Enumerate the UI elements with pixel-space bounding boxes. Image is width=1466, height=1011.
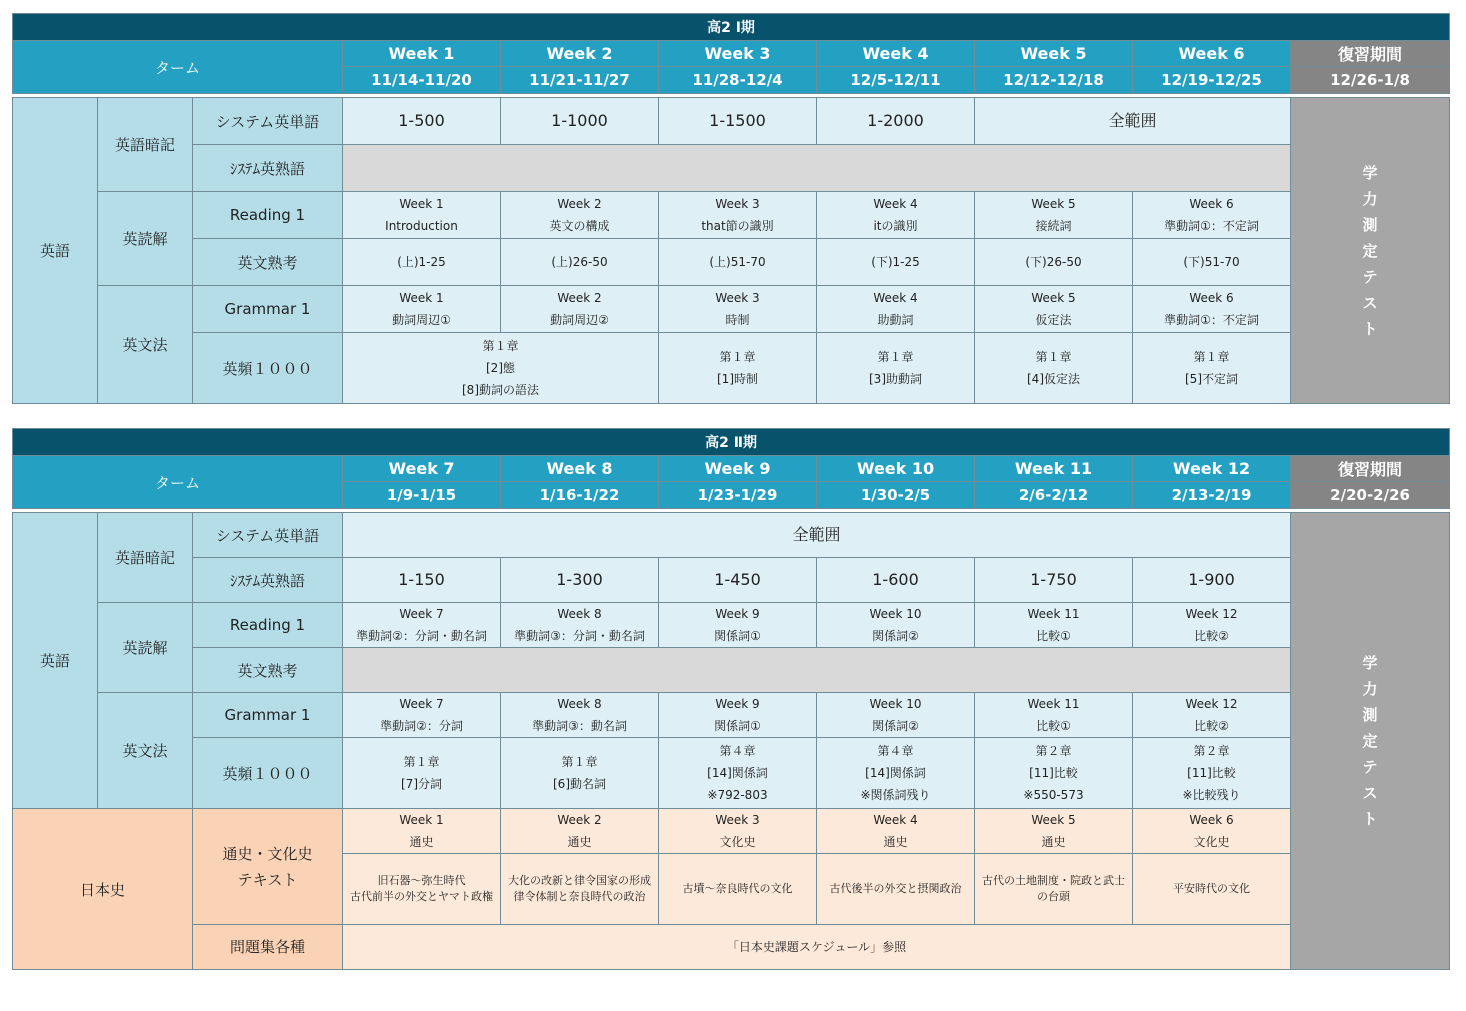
history-topic-cell: 旧石器～弥生時代 古代前半の外交とヤマト政権: [343, 854, 501, 925]
category-memorize: 英語暗記: [98, 98, 193, 192]
eihin-cell: 第１章 [6]動名詞: [501, 738, 659, 809]
reading-cell: Week 3 that節の識別: [659, 192, 817, 239]
grammar-cell: Week 12 比較②: [1133, 693, 1291, 738]
vocab-cell: 全範囲: [343, 513, 1291, 558]
category-grammar: 英文法: [98, 286, 193, 404]
review-period-date: 12/26-1/8: [1291, 67, 1450, 94]
week-header: Week 9: [659, 456, 817, 482]
eihin-cell: 第１章 [5]不定詞: [1133, 333, 1291, 404]
review-test: 学 力 測 定 テ ス ト: [1291, 513, 1450, 970]
history-topic-cell: 古墳～奈良時代の文化: [659, 854, 817, 925]
grammar-cell: Week 11 比較①: [975, 693, 1133, 738]
history-week-cell: Week 3 文化史: [659, 809, 817, 854]
week-header: Week 6: [1133, 41, 1291, 67]
history-week-cell: Week 2 通史: [501, 809, 659, 854]
history-topic-cell: 大化の改新と律令国家の形成 律令体制と奈良時代の政治: [501, 854, 659, 925]
category-memorize: 英語暗記: [98, 513, 193, 603]
week-date: 2/6-2/12: [975, 482, 1133, 509]
eihin-cell: 第１章 [2]態 [8]動詞の語法: [343, 333, 659, 404]
vocab-cell: 1-1500: [659, 98, 817, 145]
week-header: Week 8: [501, 456, 659, 482]
idioms-cell: 1-300: [501, 558, 659, 603]
material-reading1: Reading 1: [193, 603, 343, 648]
period-title: 高2 Ⅱ期: [13, 429, 1450, 456]
week-date: 1/16-1/22: [501, 482, 659, 509]
idioms-cell: 1-450: [659, 558, 817, 603]
vocab-cell: 1-1000: [501, 98, 659, 145]
reading-cell: Week 5 接続詞: [975, 192, 1133, 239]
week-header: Week 5: [975, 41, 1133, 67]
week-header: Week 2: [501, 41, 659, 67]
eihin-cell: 第４章 [14]関係詞 ※792-803: [659, 738, 817, 809]
review-period-header: 復習期間: [1291, 41, 1450, 67]
idioms-empty: [343, 145, 1291, 192]
jukko-empty: [343, 648, 1291, 693]
week-date: 12/12-12/18: [975, 67, 1133, 94]
grammar-cell: Week 3 時制: [659, 286, 817, 333]
week-header: Week 11: [975, 456, 1133, 482]
grammar-cell: Week 6 準動詞①：不定詞: [1133, 286, 1291, 333]
idioms-cell: 1-750: [975, 558, 1133, 603]
reading-cell: Week 11 比較①: [975, 603, 1133, 648]
material-history-workbook: 問題集各種: [193, 925, 343, 970]
material-jukko: 英文熟考: [193, 239, 343, 286]
week-date: 1/30-2/5: [817, 482, 975, 509]
eihin-cell: 第４章 [14]関係詞 ※関係詞残り: [817, 738, 975, 809]
week-date: 12/19-12/25: [1133, 67, 1291, 94]
eihin-cell: 第２章 [11]比較 ※550-573: [975, 738, 1133, 809]
week-date: 11/28-12/4: [659, 67, 817, 94]
reading-cell: Week 1 Introduction: [343, 192, 501, 239]
history-topic-cell: 古代の土地制度・院政と武士 の台頭: [975, 854, 1133, 925]
week-date: 1/23-1/29: [659, 482, 817, 509]
history-topic-cell: 平安時代の文化: [1133, 854, 1291, 925]
material-grammar1: Grammar 1: [193, 286, 343, 333]
history-week-cell: Week 1 通史: [343, 809, 501, 854]
subject-japanese-history: 日本史: [13, 809, 193, 970]
eihin-cell: 第１章 [4]仮定法: [975, 333, 1133, 404]
idioms-cell: 1-900: [1133, 558, 1291, 603]
material-grammar1: Grammar 1: [193, 693, 343, 738]
material-idioms: ｼｽﾃﾑ英熟語: [193, 558, 343, 603]
week-header: Week 1: [343, 41, 501, 67]
eihin-cell: 第２章 [11]比較 ※比較残り: [1133, 738, 1291, 809]
eihin-cell: 第１章 [1]時制: [659, 333, 817, 404]
period-2-table: [12, 428, 1449, 970]
week-date: 11/21-11/27: [501, 67, 659, 94]
jukko-cell: (下)51-70: [1133, 239, 1291, 286]
reading-cell: Week 10 関係詞②: [817, 603, 975, 648]
jukko-cell: (下)1-25: [817, 239, 975, 286]
history-week-cell: Week 4 通史: [817, 809, 975, 854]
reading-cell: Week 4 itの識別: [817, 192, 975, 239]
term-label: ターム: [13, 41, 343, 94]
period-title: 高2 Ⅰ期: [13, 14, 1450, 41]
reading-cell: Week 8 準動詞③：分詞・動名詞: [501, 603, 659, 648]
history-week-cell: Week 5 通史: [975, 809, 1133, 854]
jukko-cell: (上)51-70: [659, 239, 817, 286]
material-idioms: ｼｽﾃﾑ英熟語: [193, 145, 343, 192]
week-header: Week 4: [817, 41, 975, 67]
history-topic-cell: 古代後半の外交と摂関政治: [817, 854, 975, 925]
week-date: 2/13-2/19: [1133, 482, 1291, 509]
subject-english: 英語: [13, 98, 98, 404]
week-date: 11/14-11/20: [343, 67, 501, 94]
grammar-cell: Week 4 助動詞: [817, 286, 975, 333]
grammar-cell: Week 7 準動詞②：分詞: [343, 693, 501, 738]
review-period-date: 2/20-2/26: [1291, 482, 1450, 509]
jukko-cell: (下)26-50: [975, 239, 1133, 286]
week-header: Week 12: [1133, 456, 1291, 482]
grammar-cell: Week 8 準動詞③：動名詞: [501, 693, 659, 738]
eihin-cell: 第１章 [7]分詞: [343, 738, 501, 809]
material-jukko: 英文熟考: [193, 648, 343, 693]
vocab-cell: 1-500: [343, 98, 501, 145]
material-eihin: 英頻１０００: [193, 738, 343, 809]
week-header: Week 3: [659, 41, 817, 67]
category-reading: 英読解: [98, 192, 193, 286]
period-1-table: [12, 13, 1449, 404]
vocab-cell: 全範囲: [975, 98, 1291, 145]
review-test: 学 力 測 定 テ ス ト: [1291, 98, 1450, 404]
eihin-cell: 第１章 [3]助動詞: [817, 333, 975, 404]
jukko-cell: (上)26-50: [501, 239, 659, 286]
week-header: Week 7: [343, 456, 501, 482]
grammar-cell: Week 1 動詞周辺①: [343, 286, 501, 333]
week-header: Week 10: [817, 456, 975, 482]
idioms-cell: 1-150: [343, 558, 501, 603]
reading-cell: Week 7 準動詞②：分詞・動名詞: [343, 603, 501, 648]
review-period-header: 復習期間: [1291, 456, 1450, 482]
grammar-cell: Week 2 動詞周辺②: [501, 286, 659, 333]
material-vocab: システム英単語: [193, 513, 343, 558]
category-reading: 英読解: [98, 603, 193, 693]
material-reading1: Reading 1: [193, 192, 343, 239]
idioms-cell: 1-600: [817, 558, 975, 603]
subject-english: 英語: [13, 513, 98, 809]
material-eihin: 英頻１０００: [193, 333, 343, 404]
material-history-text: 通史・文化史 テキスト: [193, 809, 343, 925]
reading-cell: Week 9 関係詞①: [659, 603, 817, 648]
week-date: 12/5-12/11: [817, 67, 975, 94]
grammar-cell: Week 10 関係詞②: [817, 693, 975, 738]
vocab-cell: 1-2000: [817, 98, 975, 145]
reading-cell: Week 12 比較②: [1133, 603, 1291, 648]
week-date: 1/9-1/15: [343, 482, 501, 509]
reading-cell: Week 6 準動詞①：不定詞: [1133, 192, 1291, 239]
jukko-cell: (上)1-25: [343, 239, 501, 286]
material-vocab: システム英単語: [193, 98, 343, 145]
grammar-cell: Week 9 関係詞①: [659, 693, 817, 738]
reading-cell: Week 2 英文の構成: [501, 192, 659, 239]
grammar-cell: Week 5 仮定法: [975, 286, 1133, 333]
term-label: ターム: [13, 456, 343, 509]
history-workbook-note: 「日本史課題スケジュール」参照: [343, 925, 1291, 970]
category-grammar: 英文法: [98, 693, 193, 809]
history-week-cell: Week 6 文化史: [1133, 809, 1291, 854]
